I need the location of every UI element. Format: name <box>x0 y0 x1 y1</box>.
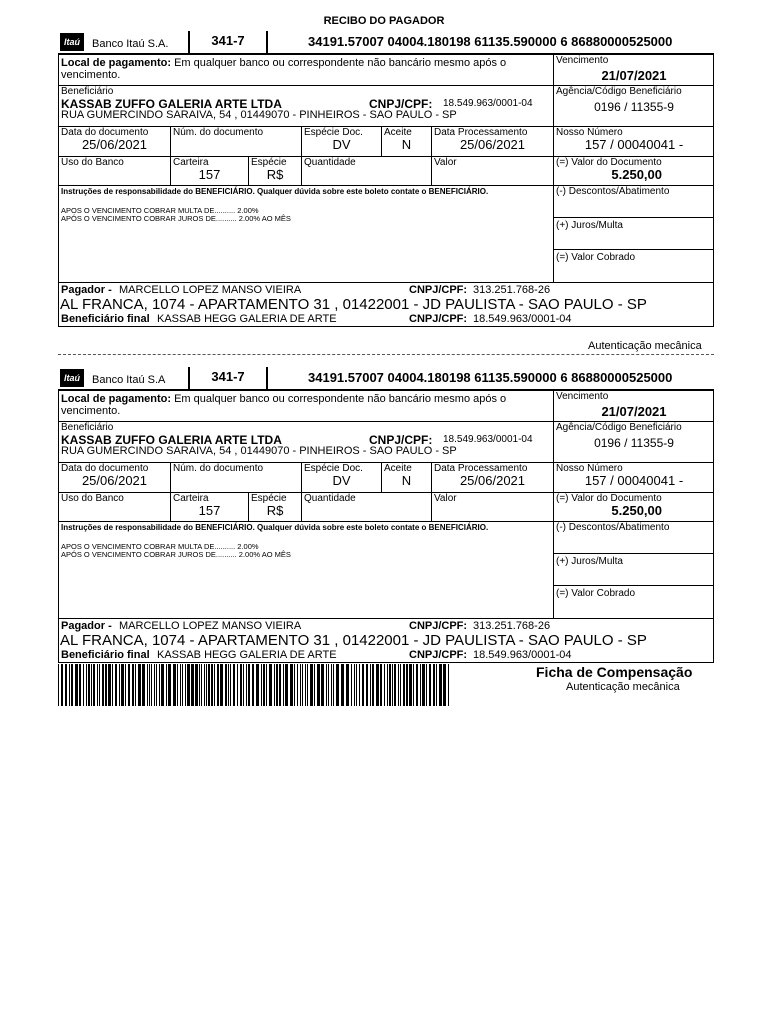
payment-place-label: Local de pagamento: <box>61 393 172 405</box>
document-value-cell <box>554 157 714 186</box>
document-date-label: Data do documento <box>61 127 149 138</box>
currency-cell <box>249 493 302 522</box>
document-date-label: Data do documento <box>61 463 149 474</box>
bank-code-2: 341-7 <box>188 367 268 389</box>
bank-use-cell <box>59 493 171 522</box>
mechanical-auth-2: Autenticação mecânica <box>566 681 680 693</box>
payment-place-label: Local de pagamento: <box>61 57 172 69</box>
portfolio-label: Carteira <box>173 157 209 168</box>
beneficiary-label: Beneficiário <box>61 422 114 433</box>
document-number-cell <box>171 127 302 157</box>
charged-value-label: (=) Valor Cobrado <box>556 588 636 599</box>
bank-name-2: Banco Itaú S.A <box>92 374 166 386</box>
amount-cell <box>432 157 554 186</box>
quantity-cell <box>302 493 432 522</box>
document-value-label: (=) Valor do Documento <box>556 157 662 168</box>
mechanical-auth-1: Autenticação mecânica <box>588 340 702 352</box>
charged-value-cell <box>554 586 714 619</box>
final-beneficiary-name: KASSAB HEGG GALERIA DE ARTE <box>157 649 337 661</box>
interest-cell <box>554 218 714 250</box>
agency-code-cell <box>554 86 714 127</box>
payer-name: MARCELLO LOPEZ MANSO VIEIRA <box>119 620 302 632</box>
agency-code-value: 0196 / 11355-9 <box>594 436 674 450</box>
charged-value-label: (=) Valor Cobrado <box>556 252 636 263</box>
portfolio-label: Carteira <box>173 493 209 504</box>
payer-label: Pagador - <box>61 620 112 632</box>
agency-code-label: Agência/Código Beneficiário <box>556 422 682 433</box>
beneficiary-cnpj: 18.549.963/0001-04 <box>443 434 533 445</box>
itau-logo: Itaú <box>60 33 84 51</box>
payer-cell <box>59 619 714 662</box>
amount-cell <box>432 493 554 522</box>
compensation-title: Ficha de Compensação <box>536 664 693 680</box>
instruction-fine: APOS O VENCIMENTO COBRAR MULTA DE.......... 2.00% <box>61 206 259 215</box>
currency-value: R$ <box>266 167 284 182</box>
receipt-title: RECIBO DO PAGADOR <box>323 15 445 27</box>
final-beneficiary-name: KASSAB HEGG GALERIA DE ARTE <box>157 313 337 325</box>
document-number-cell <box>171 463 302 493</box>
processing-date-cell <box>432 127 554 157</box>
due-date-label: Vencimento <box>556 55 609 66</box>
document-date-value: 25/06/2021 <box>81 473 148 488</box>
final-beneficiary-cnpj: 18.549.963/0001-04 <box>473 649 572 661</box>
beneficiary-cnpj: 18.549.963/0001-04 <box>443 98 533 109</box>
quantity-cell <box>302 157 432 186</box>
document-type-label: Espécie Doc. <box>304 127 363 138</box>
payment-place-cell <box>59 55 554 86</box>
due-date-value: 21/07/2021 <box>601 404 667 419</box>
charged-value-cell <box>554 250 714 283</box>
acceptance-label: Aceite <box>384 463 412 474</box>
instructions-header: Instruções de responsabilidade do BENEFICIÁRIO. Qualquer dúvida sobre este boleto contate o BENEFICIÁRIO. <box>61 187 489 196</box>
currency-cell <box>249 157 302 186</box>
instruction-interest: APÓS O VENCIMENTO COBRAR JUROS DE.......... 2.00% AO MÊS <box>61 214 291 223</box>
due-date-value: 21/07/2021 <box>601 68 667 83</box>
bank-name: Banco Itaú S.A. <box>92 38 169 50</box>
bank-header <box>58 31 714 55</box>
our-number-label: Nosso Número <box>556 127 623 138</box>
document-value-label: (=) Valor do Documento <box>556 493 662 504</box>
our-number-label: Nosso Número <box>556 463 623 474</box>
our-number-cell <box>554 463 714 493</box>
payment-place-cell <box>59 391 554 422</box>
instruction-fine: APOS O VENCIMENTO COBRAR MULTA DE.......... 2.00% <box>61 542 259 551</box>
our-number-cell <box>554 127 714 157</box>
document-value: 5.250,00 <box>611 503 662 518</box>
bank-use-cell <box>59 157 171 186</box>
document-type-label: Espécie Doc. <box>304 463 363 474</box>
beneficiary-label: Beneficiário <box>61 86 114 97</box>
agency-code-cell <box>554 422 714 463</box>
payer-receipt <box>58 31 714 327</box>
document-type-cell <box>302 463 382 493</box>
processing-date-value: 25/06/2021 <box>459 137 526 152</box>
payment-place-text: Em qualquer banco ou correspondente não bancário mesmo após o vencimento. <box>61 393 507 417</box>
document-type-value: DV <box>332 473 351 488</box>
final-beneficiary-label: Beneficiário final <box>61 649 150 661</box>
compensation-grid <box>58 391 714 663</box>
bank-use-label: Uso do Banco <box>61 493 124 504</box>
compensation-slip <box>58 367 714 663</box>
receipt-grid <box>58 55 714 327</box>
cut-line <box>58 354 714 355</box>
bank-use-label: Uso do Banco <box>61 157 124 168</box>
portfolio-value: 157 <box>198 503 221 518</box>
beneficiary-address: RUA GUMERCINDO SARAIVA, 54 , 01449070 - PINHEIROS - SAO PAULO - SP <box>61 109 457 121</box>
bank-header-2 <box>58 367 714 391</box>
due-date-cell <box>554 55 714 86</box>
beneficiary-cnpj-label: CNPJ/CPF: <box>369 97 433 111</box>
processing-date-cell <box>432 463 554 493</box>
beneficiary-cell <box>59 422 554 463</box>
document-type-cell <box>302 127 382 157</box>
digitable-line-2: 34191.57007 04004.180198 61135.590000 6 86880000525000 <box>308 370 673 385</box>
beneficiary-cnpj-label: CNPJ/CPF: <box>369 433 433 447</box>
document-date-value: 25/06/2021 <box>81 137 148 152</box>
final-beneficiary-cnpj-label: CNPJ/CPF: <box>409 313 468 325</box>
final-beneficiary-label: Beneficiário final <box>61 313 150 325</box>
interest-label: (+) Juros/Multa <box>556 220 623 231</box>
due-date-cell <box>554 391 714 422</box>
currency-value: R$ <box>266 503 284 518</box>
processing-date-label: Data Processamento <box>434 463 528 474</box>
instruction-interest: APÓS O VENCIMENTO COBRAR JUROS DE.......... 2.00% AO MÊS <box>61 550 291 559</box>
portfolio-cell <box>171 157 249 186</box>
instructions-cell <box>59 522 554 619</box>
discount-label: (-) Descontos/Abatimento <box>556 186 670 197</box>
document-number-label: Núm. do documento <box>173 463 264 474</box>
amount-label: Valor <box>434 157 457 168</box>
document-type-value: DV <box>332 137 351 152</box>
payer-cell <box>59 283 714 326</box>
agency-code-value: 0196 / 11355-9 <box>594 100 674 114</box>
barcode <box>58 664 450 706</box>
interest-label: (+) Juros/Multa <box>556 556 623 567</box>
payer-name: MARCELLO LOPEZ MANSO VIEIRA <box>119 284 302 296</box>
quantity-label: Quantidade <box>304 493 356 504</box>
document-date-cell <box>59 463 171 493</box>
document-value-cell <box>554 493 714 522</box>
beneficiary-name: KASSAB ZUFFO GALERIA ARTE LTDA <box>61 97 282 111</box>
processing-date-label: Data Processamento <box>434 127 528 138</box>
payer-label: Pagador - <box>61 284 112 296</box>
payer-address: AL FRANCA, 1074 - APARTAMENTO 31 , 01422001 - JD PAULISTA - SAO PAULO - SP <box>60 632 647 649</box>
acceptance-label: Aceite <box>384 127 412 138</box>
discount-cell <box>554 522 714 554</box>
digitable-line: 34191.57007 04004.180198 61135.590000 6 86880000525000 <box>308 34 673 49</box>
beneficiary-name: KASSAB ZUFFO GALERIA ARTE LTDA <box>61 433 282 447</box>
beneficiary-cell <box>59 86 554 127</box>
payment-place-text: Em qualquer banco ou correspondente não bancário mesmo após o vencimento. <box>61 57 507 81</box>
acceptance-cell <box>382 127 432 157</box>
amount-label: Valor <box>434 493 457 504</box>
discount-label: (-) Descontos/Abatimento <box>556 522 670 533</box>
our-number-value: 157 / 00040041 - <box>584 473 684 488</box>
payer-cnpj: 313.251.768-26 <box>473 620 551 632</box>
document-number-label: Núm. do documento <box>173 127 264 138</box>
interest-cell <box>554 554 714 586</box>
document-date-cell <box>59 127 171 157</box>
payer-address: AL FRANCA, 1074 - APARTAMENTO 31 , 01422001 - JD PAULISTA - SAO PAULO - SP <box>60 296 647 313</box>
beneficiary-address: RUA GUMERCINDO SARAIVA, 54 , 01449070 - PINHEIROS - SAO PAULO - SP <box>61 445 457 457</box>
currency-label: Espécie <box>251 493 287 504</box>
acceptance-value: N <box>401 137 412 152</box>
document-value: 5.250,00 <box>611 167 662 182</box>
discount-cell <box>554 186 714 218</box>
our-number-value: 157 / 00040041 - <box>584 137 684 152</box>
payer-cnpj-label: CNPJ/CPF: <box>409 284 468 296</box>
payer-cnpj-label: CNPJ/CPF: <box>409 620 468 632</box>
acceptance-cell <box>382 463 432 493</box>
processing-date-value: 25/06/2021 <box>459 473 526 488</box>
itau-logo-2: Itaú <box>60 369 84 387</box>
bank-code: 341-7 <box>188 31 268 53</box>
instructions-header: Instruções de responsabilidade do BENEFICIÁRIO. Qualquer dúvida sobre este boleto contate o BENEFICIÁRIO. <box>61 523 489 532</box>
final-beneficiary-cnpj-label: CNPJ/CPF: <box>409 649 468 661</box>
due-date-label: Vencimento <box>556 391 609 402</box>
currency-label: Espécie <box>251 157 287 168</box>
acceptance-value: N <box>401 473 412 488</box>
agency-code-label: Agência/Código Beneficiário <box>556 86 682 97</box>
quantity-label: Quantidade <box>304 157 356 168</box>
payer-cnpj: 313.251.768-26 <box>473 284 551 296</box>
portfolio-value: 157 <box>198 167 221 182</box>
portfolio-cell <box>171 493 249 522</box>
instructions-cell <box>59 186 554 283</box>
final-beneficiary-cnpj: 18.549.963/0001-04 <box>473 313 572 325</box>
